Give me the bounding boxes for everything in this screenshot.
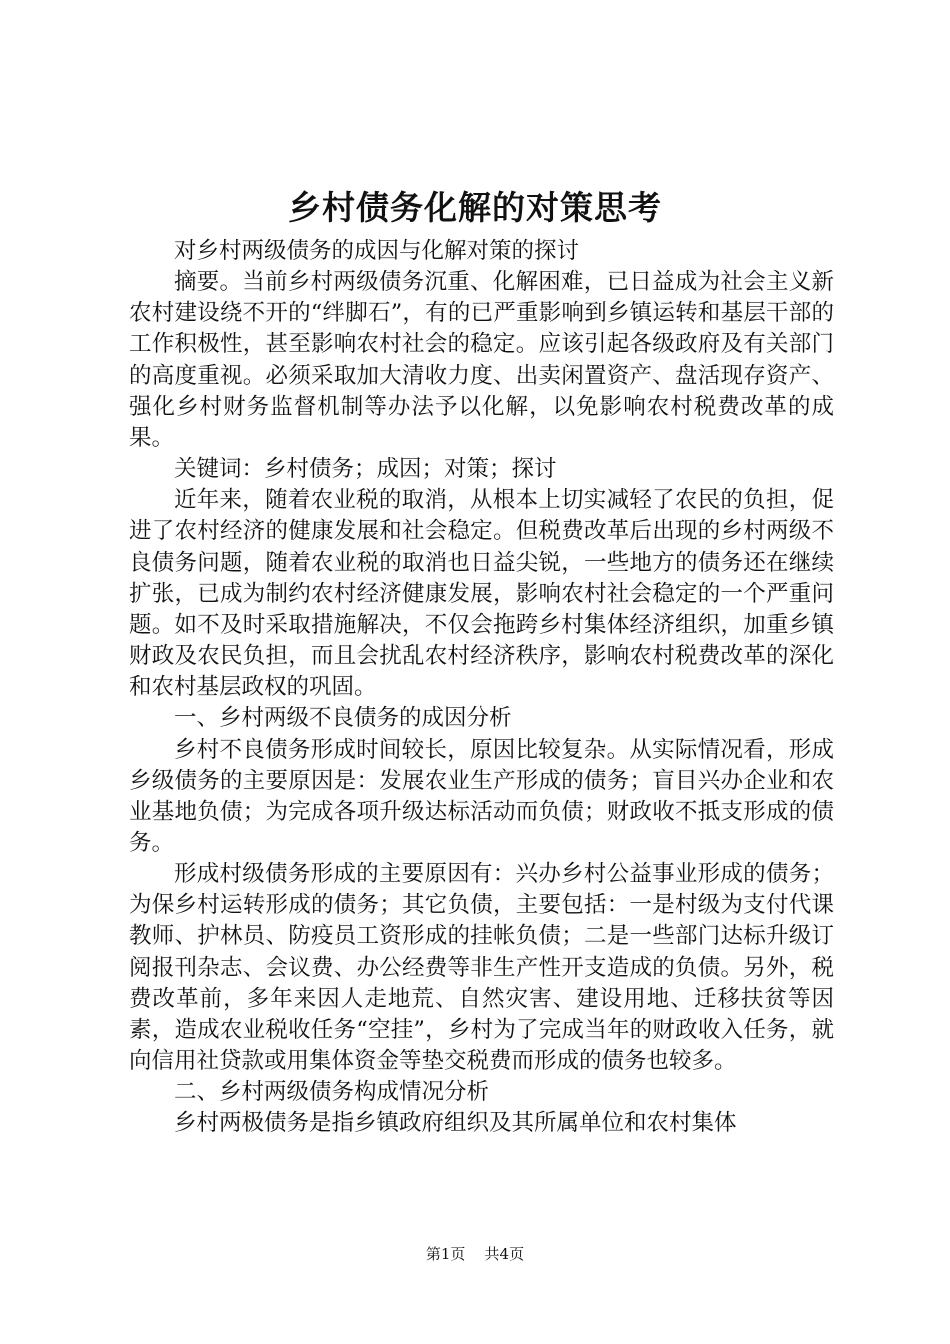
page-footer: [0, 1243, 950, 1265]
document-title: 乡村债务化解的对策思考: [288, 188, 662, 227]
page-separator: [470, 1245, 480, 1263]
keywords-paragraph: 关键词：乡村债务；成因；对策；探讨: [174, 456, 557, 483]
page-number: 第1页: [425, 1245, 466, 1263]
abstract-paragraph: 摘要。当前乡村两级债务沉重、化解困难，已日益成为社会主义新农村建设绕不开的“绊脚石”，有的已严重影响到乡镇运转和基层干部的工作积极性，甚至影响农村社会的稳定。应该引起各级政府及有关部门的高度重视。必须采取加大清收力度、出卖闲置资产、盘活现存资产、强化乡村财务监督机制等办法予以化解，以免影响农村税费改革的成果。: [129, 269, 834, 451]
section-heading: 二、乡村两级债务构成情况分析: [174, 1079, 490, 1106]
page-total: 共4页: [484, 1245, 525, 1263]
body-paragraph: 近年来，随着农业税的取消，从根本上切实减轻了农民的负担，促进了农村经济的健康发展和社会稳定。但税费改革后出现的乡村两级不良债务问题，随着农业税的取消也日益尖锐，一些地方的债务还在继续扩张，已成为制约农村经济健康发展，影响农村社会稳定的一个严重问题。如不及时采取措施解决，不仅会拖跨乡村集体经济组织，加重乡镇财政及农民负担，而且会扰乱农村经济秩序，影响农村税费改革的深化和农村基层政权的巩固。: [129, 487, 834, 701]
section-heading: 一、乡村两级不良债务的成因分析: [174, 705, 512, 732]
document-body: [129, 236, 834, 1140]
body-paragraph: 乡村两极债务是指乡镇政府组织及其所属单位和农村集体: [174, 1110, 737, 1137]
body-paragraph: 乡村不良债务形成时间较长，原因比较复杂。从实际情况看，形成乡级债务的主要原因是：发展农业生产形成的债务；盲目兴办企业和农业基地负债；为完成各项升级达标活动而负债；财政收不抵支形成的债务。: [129, 736, 834, 856]
subtitle-paragraph: 对乡村两级债务的成因与化解对策的探讨: [174, 238, 580, 264]
body-paragraph: 形成村级债务形成的主要原因有：兴办乡村公益事业形成的债务；为保乡村运转形成的债务；其它负债，主要包括：一是村级为支付代课教师、护林员、防疫员工资形成的挂帐负债；二是一些部门达标升级订阅报刊杂志、会议费、办公经费等非生产性开支造成的负债。另外，税费改革前，多年来因人走地荒、自然灾害、建设用地、迁移扶贫等因素，造成农业税收任务“空挂”，乡村为了完成当年的财政收入任务，就向信用社贷款或用集体资金等垫交税费而形成的债务也较多。: [129, 861, 834, 1075]
